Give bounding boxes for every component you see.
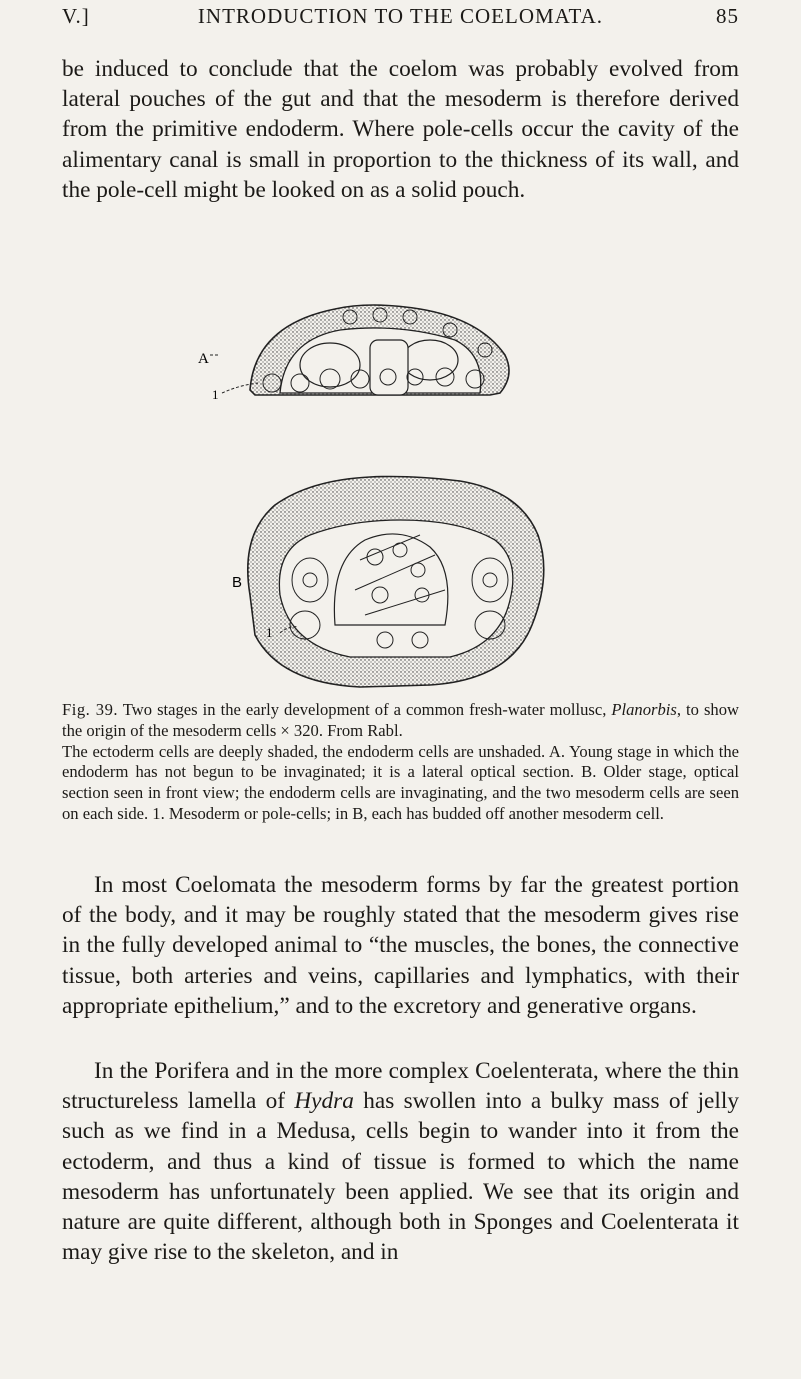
figure-number: Fig. 39. <box>62 700 119 719</box>
figure-planorbis <box>160 295 640 695</box>
caption-line-2: The ectoderm cells are deeply shaded, the endoderm cells are unshaded. A. Young stage in which the endoderm has not begun to be invaginated; it is a lateral optical section. B. Older stage, optical section seen in front view; the endoderm cells are invaginating, and the two mesoderm cells are seen on each side. 1. Mesoderm or pole-cells; in B, each has budded off another mesoderm cell. <box>62 741 739 823</box>
chapter-number: V.] <box>62 4 90 28</box>
figure-caption <box>62 700 739 825</box>
caption-text-1b: , to show the origin of the mesoderm cells × 320. From Rabl. <box>62 700 739 740</box>
paragraph-porifera <box>62 1056 739 1267</box>
label-b: B <box>232 574 243 591</box>
paragraph-porifera-hydra: Hydra <box>294 1088 354 1115</box>
running-title: INTRODUCTION TO THE COELOMATA. <box>197 4 604 28</box>
paragraph-intro: be induced to conclude that the coelom was probably evolved from lateral pouches of the gut and that the mesoderm is therefore derived from the primitive endoderm. Where pole-cells occur the cavity of the alimentary canal is small in proportion to the thickness of its wall, and the pole-cell might be looked on as a solid pouch. <box>62 56 739 203</box>
stage-b-drawing <box>232 477 544 688</box>
paragraph-porifera-a: In the Porifera and in the more complex Coelenterata, where the thin structureless lamella of <box>62 1058 739 1115</box>
label-a: A <box>198 351 209 367</box>
paragraph-porifera-b: has swollen into a bulky mass of jelly such as we find in a Medusa, cells begin to wander into it from the ectoderm, and thus a kind of tissue is formed to which the name mesoderm has unfortunately been applied. We see that its origin and nature are quite different, although both in Sponges and Coelenterata it may give rise to the skeleton, and in <box>62 1088 739 1266</box>
page-number: 85 <box>716 4 739 28</box>
stage-a-drawing <box>198 305 509 402</box>
caption-genus: Planorbis <box>611 700 677 719</box>
caption-text-1a: Two stages in the early development of a common fresh-water mollusc, <box>122 700 612 719</box>
label-1-stage-b: 1 <box>266 625 273 640</box>
running-header <box>62 4 739 38</box>
caption-line-1 <box>62 700 739 742</box>
label-1-stage-a: 1 <box>212 387 219 402</box>
paragraph-mesoderm: In most Coelomata the mesoderm forms by far the greatest portion of the body, and it may be roughly stated that the mesoderm gives rise in the fully developed animal to “the muscles, the bones, the connective tissue, both arteries and veins, capillaries and lymphatics, with their appropriate epithelium,” and to the excretory and generative organs. <box>62 872 739 1019</box>
